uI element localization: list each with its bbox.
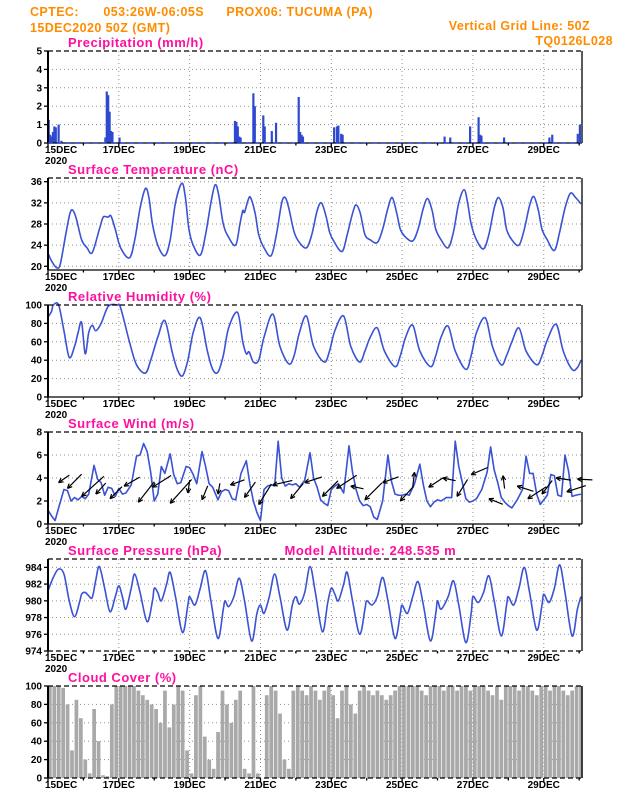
y-tick-label: 980 [25,596,42,608]
wind-section [0,415,618,548]
cloud-bar [455,691,459,778]
header-line-2 [0,19,618,34]
x-tick-label: 27DEC [456,780,490,791]
cloud-bar [508,686,512,778]
x-tick-label: 27DEC [456,526,490,537]
x-tick-label: 17DEC [102,526,135,537]
cloud-bar [460,686,464,778]
plot-area [36,47,582,168]
cloud-cover-chart [0,681,618,796]
model-altitude-label: Model Altitude: 248.535 m [284,543,457,558]
cloud-bar [283,760,287,778]
temperature-section [0,161,618,294]
x-tick-label: 27DEC [456,272,490,283]
y-tick-label: 40 [30,355,42,367]
x-tick-label: 21DEC [244,653,277,664]
cloud-bar [296,686,300,778]
x-tick-label: 27DEC [456,145,490,156]
cloud-bar [473,686,477,778]
y-tick-label: 40 [30,736,42,748]
cloud-bar [269,686,273,778]
cloud-bar [256,773,260,778]
cloud-bar [203,737,207,778]
y-tick-label: 2 [36,496,42,508]
precip-bar [275,123,277,143]
y-tick-label: 20 [30,374,42,386]
y-tick-label: 100 [25,681,42,693]
y-tick-label: 20 [30,755,42,767]
humidity-section [0,288,618,421]
cloud-bar [464,686,468,778]
cloud-bar [212,769,216,778]
y-tick-label: 28 [30,219,42,231]
y-tick-label: 60 [30,718,42,730]
y-tick-label: 4 [36,64,42,76]
year-label-clipped: 2020 [45,664,68,675]
cloud-bar [477,686,481,778]
y-tick-label: 4 [36,473,42,485]
x-tick-label: 23DEC [315,272,348,283]
cloud-bar [398,686,402,778]
cloud-bar [442,691,446,778]
cloud-bar [150,704,154,778]
y-tick-label: 0 [36,773,42,785]
cloud-bar [145,700,149,778]
x-tick-label: 23DEC [315,145,348,156]
cloud-bar [336,718,340,778]
cloud-bar [340,691,344,778]
x-tick-label: 19DEC [173,526,206,537]
cloud-bar [575,686,579,778]
cloud-bar [469,691,473,778]
x-tick-label: 17DEC [102,272,135,283]
cloud-bar [132,686,136,778]
temperature-title: Surface Temperature (nC) [68,162,239,177]
cloud-bar [367,691,371,778]
cloud-bar [318,700,322,778]
x-tick-label: 17DEC [102,145,135,156]
x-tick-label: 29DEC [527,145,560,156]
cloud-cover-title: Cloud Cover (%) [68,670,177,685]
cloud-bar [407,686,411,778]
wind-chart [0,427,618,548]
x-tick-label: 15DEC [45,399,78,410]
precip-bar [111,132,113,143]
cloud-bar [83,760,87,778]
cloud-bar [517,691,521,778]
cloud-bar [176,686,180,778]
cloud-bar [221,691,225,778]
plot-area [36,428,592,549]
cloud-bar [291,691,295,778]
data-line [48,183,581,268]
data-line [48,441,581,520]
cloud-bar [482,686,486,778]
cloud-bar [52,686,56,778]
cloud-bar [561,691,565,778]
cloud-bar [172,704,176,778]
y-tick-label: 0 [36,392,42,404]
precip-bar [444,137,446,143]
x-tick-label: 21DEC [244,145,277,156]
cloud-bar [207,760,211,778]
x-tick-label: 25DEC [385,526,419,537]
x-tick-label: 25DEC [385,780,419,791]
cloud-bar [159,723,163,778]
cloud-bar [57,686,61,778]
cloud-bar [535,695,539,778]
cloud-bar [499,700,503,778]
x-tick-label: 23DEC [315,653,348,664]
cloud-bar [79,718,83,778]
y-tick-label: 20 [30,261,42,273]
x-tick-label: 21DEC [244,780,277,791]
cloud-bar [331,695,335,778]
cloud-bar [526,686,530,778]
precip-bar [58,125,60,143]
x-tick-label: 23DEC [315,526,348,537]
cloud-bar [548,691,552,778]
cloud-bar [345,686,349,778]
cloud-bar [154,709,158,778]
cloud-bar [97,741,101,778]
cloud-bar [247,773,251,778]
cloud-bar [114,686,118,778]
y-tick-label: 1 [36,120,42,132]
cloud-bar [371,695,375,778]
x-tick-label: 21DEC [244,272,277,283]
y-tick-label: 80 [30,318,42,330]
y-tick-label: 32 [30,198,42,210]
precip-bar [579,125,581,143]
cloud-bar [353,714,357,778]
station-label: PROX06: TUCUMA (PA) [226,5,373,19]
product-code: TQ0126L028 [535,34,613,48]
cloud-bar [491,695,495,778]
cloud-bar [305,695,309,778]
precip-bar [333,127,335,143]
cloud-bar [424,695,428,778]
cloud-bar [243,769,247,778]
precip-bar [240,137,242,143]
y-tick-label: 24 [30,240,42,252]
cloud-bar [380,695,384,778]
precip-bar [302,137,304,143]
plot-area [25,682,583,792]
cloud-bar [216,732,220,778]
cloud-bar [504,686,508,778]
cloud-bar [446,686,450,778]
precip-bar [271,131,273,143]
y-tick-label: 36 [30,177,42,189]
y-tick-label: 984 [25,562,42,574]
y-tick-label: 100 [25,300,42,312]
y-tick-label: 982 [25,579,42,591]
cloud-bar [300,691,304,778]
y-tick-label: 0 [36,138,42,150]
y-tick-label: 5 [36,46,42,58]
y-tick-label: 8 [36,427,42,439]
cloud-bar [553,686,557,778]
temperature-chart [0,176,618,294]
cloud-bar [274,691,278,778]
cloud-bar [438,686,442,778]
cloud-bar [123,686,127,778]
cloud-bar [278,714,282,778]
agency-label: CPTEC: [30,5,79,19]
precip-bar [548,137,550,143]
cloud-bar [389,695,393,778]
humidity-chart [0,300,618,421]
cloud-bar [309,686,313,778]
precip-bar [55,127,57,143]
y-tick-label: 6 [36,450,42,462]
precip-bar [254,106,256,143]
precip-bar [264,126,266,143]
cloud-bar [486,691,490,778]
cloud-bar [137,691,141,778]
x-tick-label: 15DEC [45,145,78,156]
cloud-bar [252,686,256,778]
cloud-bar [199,686,203,778]
year-label-clipped: 2020 [45,156,68,167]
coordinates-label: 053:26W-06:05S [103,5,204,19]
cloud-bar [393,691,397,778]
cloud-bar [539,686,543,778]
y-tick-label: 60 [30,337,42,349]
cloud-bar [141,695,145,778]
cloud-bar [513,686,517,778]
cloud-bar [66,704,70,778]
x-tick-label: 17DEC [102,780,135,791]
cloud-bar [566,695,570,778]
cloud-bar [265,695,269,778]
cloud-bar [314,691,318,778]
y-tick-label: 978 [25,613,42,625]
precip-bar [503,137,505,143]
cloud-bar [522,686,526,778]
cloud-bar [190,773,194,778]
humidity-title: Relative Humidity (%) [68,289,212,304]
x-tick-label: 17DEC [102,399,135,410]
cloud-bar [88,773,92,778]
precip-bar [118,137,120,143]
x-tick-label: 27DEC [456,653,490,664]
cloud-bar [322,691,326,778]
cloud-bar [229,723,233,778]
x-tick-label: 21DEC [244,399,277,410]
y-tick-label: 0 [36,519,42,531]
cloud-bar [168,727,172,778]
x-tick-label: 15DEC [45,526,78,537]
x-tick-label: 21DEC [244,526,277,537]
x-tick-label: 25DEC [385,653,419,664]
x-tick-label: 25DEC [385,272,419,283]
precip-bar [449,137,451,143]
x-tick-label: 19DEC [173,780,206,791]
cloud-bar [110,704,114,778]
cloud-bar [194,695,198,778]
plot-area [25,301,582,422]
precip-bar [480,136,482,143]
x-tick-label: 15DEC [45,780,78,791]
x-tick-label: 19DEC [173,145,206,156]
year-label-clipped: 2020 [45,537,68,548]
precipitation-title: Precipitation (mm/h) [68,35,204,50]
cloud-bar [75,700,79,778]
cloud-bar [415,686,419,778]
x-tick-label: 29DEC [527,653,560,664]
precip-bar [337,126,339,143]
precip-bar [577,134,579,143]
run-datetime-label: 15DEC2020 50Z (GMT) [30,21,171,35]
y-tick-label: 976 [25,629,42,641]
cloud-section [0,669,618,796]
y-tick-label: 80 [30,699,42,711]
grid-line-note: Vertical Grid Line: 50Z [448,19,590,33]
cloud-bar [429,686,433,778]
x-tick-label: 29DEC [527,526,560,537]
wind-title: Surface Wind (m/s) [68,416,195,431]
header-line-1 [0,0,618,19]
x-tick-label: 19DEC [173,653,206,664]
year-label-clipped: 2020 [45,410,68,421]
wind-arrows [59,468,593,505]
cloud-bar [234,700,238,778]
cloud-bar [544,686,548,778]
cloud-bar [225,704,229,778]
plot-area [25,559,582,675]
cloud-bar [119,686,123,778]
pressure-section [0,542,618,675]
x-tick-label: 23DEC [315,780,348,791]
cloud-bar [530,691,534,778]
pressure-title: Surface Pressure (hPa) [68,543,223,558]
precip-bar [551,135,553,143]
cloud-bar [420,691,424,778]
y-tick-label: 974 [25,646,42,658]
year-label-clipped: 2020 [45,283,68,294]
cloud-bar [128,686,132,778]
x-tick-label: 27DEC [456,399,490,410]
cloud-bar [61,688,65,778]
cloud-bar [376,691,380,778]
x-tick-label: 29DEC [527,780,560,791]
data-line [48,303,581,376]
cloud-bar [451,686,455,778]
cloud-bar [570,691,574,778]
cloud-bar [185,750,189,778]
x-tick-label: 25DEC [385,399,419,410]
cloud-bar [327,686,331,778]
cloud-bar [433,686,437,778]
x-tick-label: 19DEC [173,399,206,410]
cloud-bar [384,700,388,778]
plot-area [31,177,582,294]
x-tick-label: 17DEC [102,653,135,664]
cloud-bar [92,709,96,778]
data-line [48,565,581,643]
y-tick-label: 2 [36,101,42,113]
x-tick-label: 25DEC [385,145,419,156]
cloud-bar [411,686,415,778]
cloud-bar [238,691,242,778]
cloud-bar [557,686,561,778]
precip-bar [342,135,344,143]
cloud-bar [362,686,366,778]
precipitation-chart [0,46,618,167]
cloud-bar [163,691,167,778]
cloud-bar [287,769,291,778]
cloud-bar [181,691,185,778]
pressure-chart [0,557,618,675]
cloud-bar [358,691,362,778]
cloud-bar [349,704,353,778]
x-tick-label: 29DEC [527,399,560,410]
header-line-3 [0,34,618,49]
cloud-bar [70,750,74,778]
cloud-bar [402,686,406,778]
x-tick-label: 19DEC [173,272,206,283]
cloud-bar [495,686,499,778]
x-tick-label: 15DEC [45,272,78,283]
x-tick-label: 23DEC [315,399,348,410]
x-tick-label: 15DEC [45,653,78,664]
y-tick-label: 3 [36,83,42,95]
precip-bar [469,126,471,143]
x-tick-label: 29DEC [527,272,560,283]
